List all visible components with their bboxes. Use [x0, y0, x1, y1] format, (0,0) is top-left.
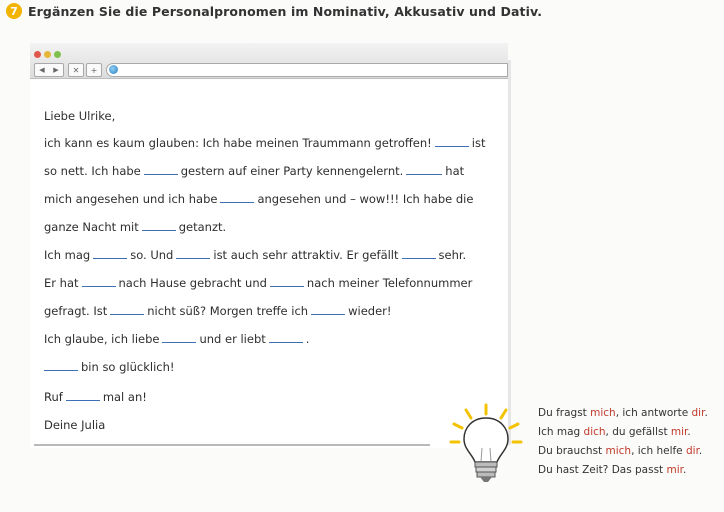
pronoun-tips: [538, 404, 708, 480]
answer-blank[interactable]: [220, 201, 254, 203]
tip-text: .: [698, 445, 703, 457]
line-text: nicht süß? Morgen treffe ich: [147, 304, 309, 318]
globe-icon: [109, 65, 118, 74]
line-text: Ruf: [44, 390, 63, 404]
answer-blank[interactable]: [435, 145, 469, 147]
tip-text: , ich helfe: [631, 445, 686, 457]
close-window-icon[interactable]: [34, 51, 41, 58]
answer-blank[interactable]: [66, 399, 100, 401]
minimize-window-icon[interactable]: [44, 51, 51, 58]
zoom-window-icon[interactable]: [54, 51, 61, 58]
tip-text: Du brauchst: [538, 445, 606, 457]
letter-closing: Deine Julia: [44, 418, 106, 432]
answer-blank[interactable]: [93, 257, 127, 259]
answer-blank[interactable]: [402, 257, 436, 259]
answer-blank[interactable]: [142, 229, 176, 231]
tip-text: Du fragst: [538, 407, 591, 419]
exercise-title: Ergänzen Sie die Personalpronomen im Nominativ, Akkusativ und Dativ.: [28, 3, 543, 19]
lightbulb-icon: [446, 402, 526, 486]
stop-button[interactable]: [68, 63, 84, 77]
answer-blank[interactable]: [311, 313, 345, 315]
tip-highlight: mir: [670, 426, 688, 438]
answer-blank[interactable]: [162, 341, 196, 343]
line-text: bin so glücklich!: [81, 360, 175, 374]
letter-line: [44, 136, 485, 150]
letter-line: [44, 360, 175, 374]
tip-highlight: mich: [605, 445, 632, 457]
letter-line: [44, 248, 466, 262]
letter-greeting: Liebe Ulrike,: [44, 109, 116, 123]
new-tab-button[interactable]: [86, 63, 102, 77]
letter-line: [44, 276, 472, 290]
tip-text: Ich mag: [538, 426, 584, 438]
tip-highlight: mir: [666, 464, 684, 476]
tip-highlight: mich: [590, 407, 616, 419]
line-text: ich kann es kaum glauben: Ich habe meinen Traummann getroffen!: [44, 136, 432, 150]
answer-blank[interactable]: [82, 285, 116, 287]
letter-line: [44, 332, 309, 346]
line-text: gestern auf einer Party kennengelernt.: [180, 164, 404, 178]
letter-line: [44, 164, 464, 178]
answer-blank[interactable]: [110, 313, 144, 315]
tip-highlight: dir: [685, 445, 699, 457]
line-text: nach Hause gebracht und: [118, 276, 267, 290]
tip-line: [538, 461, 708, 480]
tip-text: , ich antworte: [615, 407, 692, 419]
line-text: Er hat: [44, 276, 79, 290]
line-text: Ich mag: [44, 248, 91, 262]
forward-arrow-icon[interactable]: ▶: [53, 66, 59, 74]
line-text: mal an!: [102, 390, 147, 404]
answer-blank[interactable]: [269, 341, 303, 343]
line-text: ganze Nacht mit: [44, 220, 139, 234]
line-text: so. Und: [130, 248, 174, 262]
tip-text: .: [683, 464, 687, 476]
tip-highlight: dich: [583, 426, 606, 438]
line-text: ist: [471, 136, 486, 150]
tip-text: .: [687, 426, 691, 438]
tip-text: Du hast Zeit? Das passt: [538, 464, 667, 476]
letter-line: [44, 390, 147, 404]
letter-line: [44, 192, 473, 206]
window-bottom-rule: [34, 444, 430, 446]
tip-line: [538, 423, 708, 442]
line-text: hat: [445, 164, 465, 178]
tip-line: [538, 442, 708, 461]
answer-blank[interactable]: [44, 369, 78, 371]
line-text: wieder!: [348, 304, 392, 318]
answer-blank[interactable]: [144, 173, 178, 175]
line-text: gefragt. Ist: [44, 304, 108, 318]
line-text: so nett. Ich habe: [44, 164, 141, 178]
window-controls: [34, 51, 61, 58]
letter-line: [44, 220, 226, 234]
line-text: .: [305, 332, 310, 346]
address-bar[interactable]: [106, 63, 508, 77]
answer-blank[interactable]: [406, 173, 442, 175]
exercise-number-badge: 7: [6, 3, 22, 19]
browser-toolbar: [30, 43, 508, 79]
tip-line: [538, 404, 708, 423]
tip-highlight: dir: [691, 407, 705, 419]
browser-window: [30, 43, 508, 448]
line-text: sehr.: [438, 248, 467, 262]
answer-blank[interactable]: [176, 257, 210, 259]
letter-line: [44, 304, 391, 318]
tip-text: .: [704, 407, 708, 419]
tip-text: , du gefällst: [605, 426, 671, 438]
back-forward-buttons[interactable]: [34, 63, 64, 77]
line-text: ist auch sehr attraktiv. Er gefällt: [213, 248, 399, 262]
close-icon: ✕: [72, 65, 80, 75]
window-shadow: [508, 60, 511, 445]
line-text: und er liebt: [199, 332, 266, 346]
line-text: mich angesehen und ich habe: [44, 192, 218, 206]
line-text: nach meiner Telefonnummer: [306, 276, 473, 290]
exercise-header: [6, 2, 542, 20]
answer-blank[interactable]: [270, 285, 304, 287]
plus-icon: +: [90, 65, 98, 75]
line-text: getanzt.: [178, 220, 227, 234]
back-arrow-icon[interactable]: ◀: [39, 66, 45, 74]
line-text: angesehen und – wow!!! Ich habe die: [257, 192, 474, 206]
line-text: Ich glaube, ich liebe: [44, 332, 160, 346]
